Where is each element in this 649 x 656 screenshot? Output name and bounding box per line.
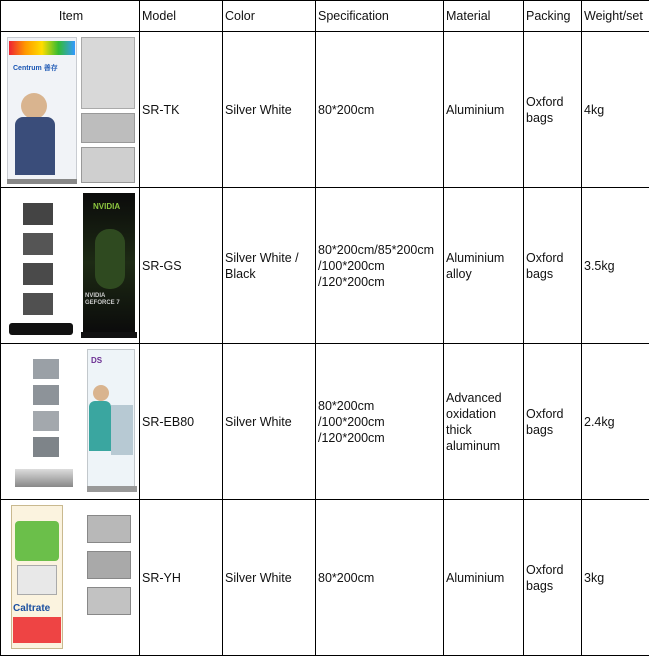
specification-cell: 80*200cm	[316, 32, 444, 188]
header-model: Model	[140, 1, 223, 32]
product-image-sr-tk	[1, 32, 140, 188]
specification-cell: 80*200cm /100*200cm /120*200cm	[316, 344, 444, 500]
roll-up-banner-photo	[3, 345, 139, 498]
color-cell: Silver White	[223, 500, 316, 656]
product-image-sr-eb80	[1, 344, 140, 500]
material-cell: Aluminium	[444, 32, 524, 188]
material-cell: Advanced oxidation thick aluminum	[444, 344, 524, 500]
product-image-sr-gs	[1, 188, 140, 344]
material-cell: Aluminium alloy	[444, 188, 524, 344]
banner-brand-text: DS	[91, 353, 102, 369]
table-row	[1, 32, 649, 188]
table-row	[1, 344, 649, 500]
color-cell: Silver White / Black	[223, 188, 316, 344]
header-color: Color	[223, 1, 316, 32]
header-packing: Packing	[524, 1, 582, 32]
header-row	[1, 1, 649, 32]
table-row	[1, 188, 649, 344]
packing-cell: Oxford bags	[524, 344, 582, 500]
header-specification: Specification	[316, 1, 444, 32]
banner-product-text: NVIDIA GEFORCE 7	[85, 293, 135, 307]
header-material: Material	[444, 1, 524, 32]
header-weight: Weight/set	[582, 1, 649, 32]
table-row	[1, 500, 649, 656]
specification-cell: 80*200cm/85*200cm /100*200cm /120*200cm	[316, 188, 444, 344]
weight-cell: 3kg	[582, 500, 649, 656]
roll-up-banner-photo	[3, 501, 139, 654]
packing-cell: Oxford bags	[524, 32, 582, 188]
model-cell: SR-EB80	[140, 344, 223, 500]
specification-cell: 80*200cm	[316, 500, 444, 656]
weight-cell: 4kg	[582, 32, 649, 188]
banner-brand-text: Centrum 善存	[13, 61, 58, 77]
banner-brand-text: NVIDIA	[93, 199, 120, 215]
product-image-sr-yh	[1, 500, 140, 656]
header-item: Item	[1, 1, 140, 32]
roll-up-banner-photo	[3, 33, 139, 186]
packing-cell: Oxford bags	[524, 188, 582, 344]
color-cell: Silver White	[223, 32, 316, 188]
weight-cell: 3.5kg	[582, 188, 649, 344]
banner-brand-text: Caltrate	[13, 601, 50, 617]
weight-cell: 2.4kg	[582, 344, 649, 500]
model-cell: SR-GS	[140, 188, 223, 344]
packing-cell: Oxford bags	[524, 500, 582, 656]
material-cell: Aluminium	[444, 500, 524, 656]
roll-up-banner-photo	[3, 189, 139, 342]
model-cell: SR-YH	[140, 500, 223, 656]
model-cell: SR-TK	[140, 32, 223, 188]
color-cell: Silver White	[223, 344, 316, 500]
